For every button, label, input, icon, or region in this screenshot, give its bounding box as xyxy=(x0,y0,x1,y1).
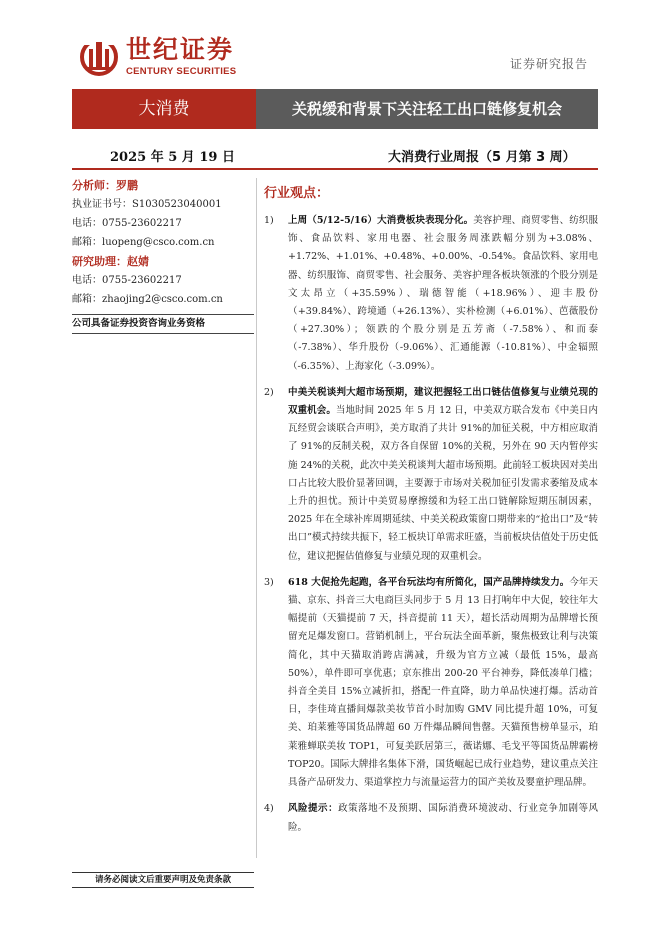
assistant-phone: 0755-23602217 xyxy=(102,275,182,286)
analyst-email-key: 邮箱： xyxy=(72,237,102,248)
analyst-cert: S1030523040001 xyxy=(132,199,222,210)
view-item-text: 美容护理、商贸零售、纺织服饰、食品饮料、家用电器、社会服务周涨跌幅分别为+3.08%、+1.72%、+1.01%、+0.48%、+0.00%、-0.54%。食品饮料、家用电器、纺织服饰、商贸零售、社会服务、美容护理各板块领涨的个股分别是文太昂立（+35.59%）、瑞德智能（+18.96%）、迎丰股份（+39.84%）、跨境通（+26.13%）、实朴检测（+6.01%）、芭薇股份（+27.30%）；领跌的个股分别是五芳斋（-7.58%）、和而泰（-7.38%）、华升股份（-9.06%）、汇通能源（-10.81%）、中金辐照（-6.35%）、上海家化（-3.09%）。 xyxy=(288,215,598,372)
analyst-name: 分析师：罗鹏 xyxy=(72,179,138,192)
disclaimer-footer: 请务必阅读文后重要声明及免责条款 xyxy=(72,872,254,888)
title-bar xyxy=(72,89,598,129)
view-item-lead: 618 大促抢先起跑，各平台玩法均有所简化，国产品牌持续发力。 xyxy=(288,576,570,588)
report-type-label: 证券研究报告 xyxy=(510,57,589,71)
column-divider xyxy=(256,178,257,858)
view-item-lead: 风险提示： xyxy=(288,803,339,815)
report-series: 大消费行业周报（5 月第 3 周） xyxy=(388,150,576,165)
view-title: 行业观点： xyxy=(264,186,330,201)
view-item-text: 当地时间 2025 年 5 月 12 日，中美双方联合发布《中美日内瓦经贸会谈联合声明》，美方取消了共计 91%的加征关税，中方相应取消了 91%的反制关税，双方各自保留 10%的关税，另外在 90 天内暂停实施 24%的关税，此次中美关税谈判大超市场预期。此前轻工板块因对美出口占比较大股价显著回调，主要源于市场对关税加征引发需求萎缩及成本上升的担忧。预计中美贸易摩擦缓和为轻工出口链解除短期压制因素，2025 年在全球补库周期延续、中美关税政策窗口期带来的“抢出口”及“转出口”模式持续共振下，轻工板块订单需求旺盛，当前板块估值处于历史低位，建议把握估值修复与业绩兑现的双重机会。 xyxy=(288,405,598,562)
view-item-number: 2) xyxy=(264,386,274,398)
view-item-lead: 中美关税谈判大超市场预期，建议把握轻工出口链估值修复与业绩兑现的双重机会。 xyxy=(288,386,598,417)
assistant-email[interactable]: zhaojing2@csco.com.cn xyxy=(102,294,223,305)
analyst-phone-key: 电话： xyxy=(72,218,102,229)
century-securities-logo-icon xyxy=(80,36,118,76)
view-item-number: 3) xyxy=(264,576,274,588)
assistant-phone-row xyxy=(72,271,254,290)
assistant-phone-key: 电话： xyxy=(72,275,102,286)
analyst-phone: 0755-23602217 xyxy=(102,218,182,229)
logo-english-name: CENTURY SECURITIES xyxy=(126,66,237,77)
view-item-number: 4) xyxy=(264,803,274,815)
view-item-text: 政策落地不及预期、国际消费环境波动、行业竞争加剧等风险。 xyxy=(288,803,598,833)
industry-views xyxy=(264,184,598,845)
report-headline: 关税缓和背景下关注轻工出口链修复机会 xyxy=(256,89,598,129)
view-item xyxy=(264,800,598,836)
assistant-email-row xyxy=(72,290,254,309)
qualification-note: 公司具备证券投资咨询业务资格 xyxy=(72,314,254,334)
analyst-cert-key: 执业证书号： xyxy=(72,199,132,210)
view-item-text: 今年天猫、京东、抖音三大电商巨头同步于 5 月 13 日打响年中大促，较往年大幅提前（天猫提前 7 天，抖音提前 11 天），超长活动周期为品牌增长预留充足爆发窗口。营销机制上，平台玩法全面革新，聚焦极致让利与决策简化，其中天猫取消跨店满减，升级为官方立减（最低 15%，最高 50%），单件即可享优惠；京东推出 200-20 平台神券，降低凑单门槛；抖音全美目 15%立减折扣，搭配一件直降，助力单品快速打爆。活动首日，李佳琦直播间爆款美妆节首小时加购 GMV 同比提升超 10%，可复美、珀莱雅等国货品牌超 60 万件爆品瞬间售罄。天猫预售榜单显示，珀莱雅蝉联美妆 TOP1，可复美跃居第三，薇诺娜、毛戈平等国货品牌霸榜 TOP20。国际大牌排名集体下滑，国货崛起已成行业趋势，建议重点关注具备产品研发力、渠道掌控力与流量运营力的国产美妆及婴童护理品牌。 xyxy=(288,576,598,789)
assistant-email-key: 邮箱： xyxy=(72,294,102,305)
view-item-lead: 上周（5/12-5/16）大消费板块表现分化。 xyxy=(288,215,474,226)
report-date: 2025 年 5 月 19 日 xyxy=(110,150,235,165)
view-item xyxy=(264,384,598,566)
analyst-email[interactable]: luopeng@csco.com.cn xyxy=(102,237,215,248)
company-logo xyxy=(80,36,258,80)
logo-chinese-name: 世纪证券 xyxy=(126,35,235,64)
assistant-name: 研究助理：赵婧 xyxy=(72,255,149,268)
view-item xyxy=(264,574,598,792)
analyst-email-row xyxy=(72,233,254,252)
view-item-number: 1) xyxy=(264,215,274,226)
analyst-sidebar xyxy=(72,176,254,334)
analyst-phone-row xyxy=(72,214,254,233)
view-item xyxy=(264,212,598,376)
sector-label: 大消费 xyxy=(72,89,256,129)
analyst-cert-row xyxy=(72,195,254,214)
header-rule xyxy=(72,168,598,170)
